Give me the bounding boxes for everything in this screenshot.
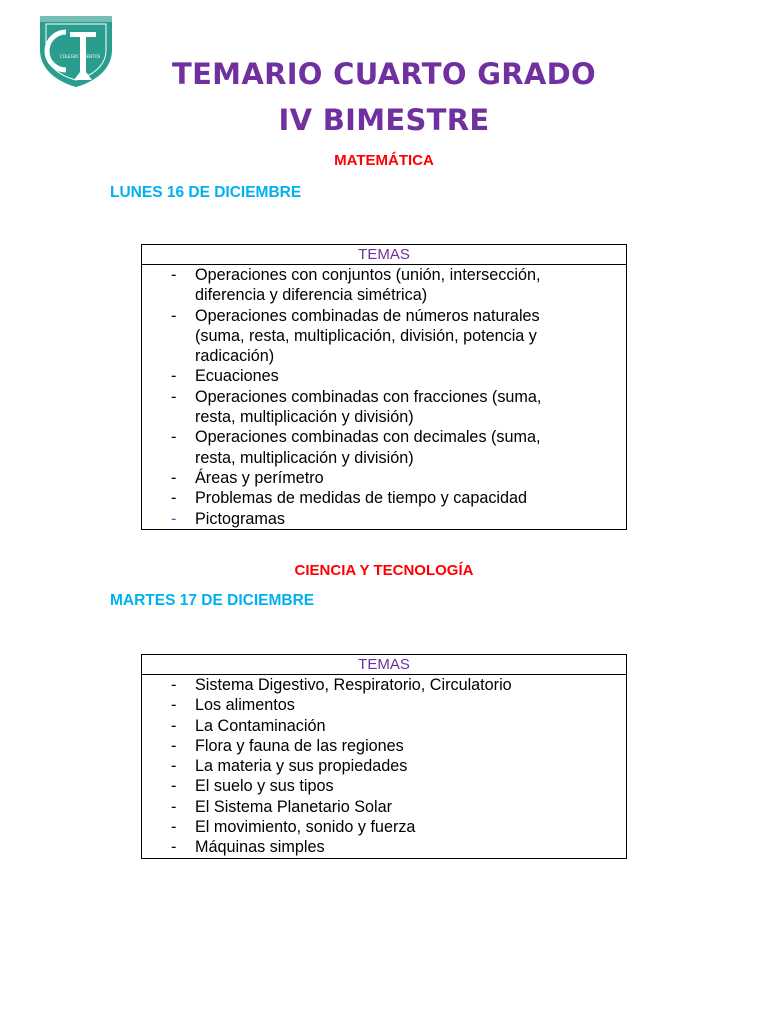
topic-item	[142, 716, 618, 736]
topic-text: diferencia y diferencia simétrica)	[195, 286, 428, 305]
topics-table-science	[141, 654, 627, 859]
topic-item	[142, 797, 618, 817]
bullet-dash: -	[171, 428, 177, 447]
topic-text: El suelo y sus tipos	[195, 777, 334, 796]
topic-text: Operaciones con conjuntos (unión, intersección,	[195, 266, 541, 284]
topic-item	[142, 776, 618, 796]
topic-text: Operaciones combinadas con fracciones (suma,	[195, 387, 542, 406]
topic-text: Máquinas simples	[195, 838, 325, 857]
topic-text: Problemas de medidas de tiempo y capacidad	[195, 489, 528, 508]
bullet-dash: -	[171, 818, 177, 837]
topic-text: El Sistema Planetario Solar	[195, 797, 393, 816]
bullet-dash: -	[171, 716, 177, 735]
topic-item	[142, 427, 618, 468]
bullet-dash: -	[171, 489, 177, 508]
topic-text: Flora y fauna de las regiones	[195, 736, 404, 755]
topic-item	[142, 756, 618, 776]
bullet-dash: -	[171, 757, 177, 776]
exam-date-math: LUNES 16 DE DICIEMBRE	[110, 184, 302, 201]
topic-text: Los alimentos	[195, 696, 295, 715]
table-header: TEMAS	[142, 245, 626, 265]
page-title: TEMARIO CUARTO GRADO	[171, 57, 596, 91]
topic-item	[142, 695, 618, 715]
bullet-dash: -	[171, 797, 177, 816]
topic-item	[142, 366, 618, 386]
topic-text: (suma, resta, multiplicación, división, potencia y	[195, 326, 537, 345]
subject-heading-math: MATEMÁTICA	[334, 152, 434, 169]
topic-text: Pictogramas	[195, 509, 285, 528]
logo-text: COLEGIO TALENTOS	[60, 54, 101, 59]
bullet-dash: -	[171, 387, 177, 406]
topics-list	[142, 675, 626, 858]
bullet-dash: -	[171, 468, 177, 487]
bullet-dash: -	[171, 676, 177, 694]
topic-item	[142, 468, 618, 488]
topic-item	[142, 488, 618, 508]
topic-text: resta, multiplicación y división)	[195, 448, 414, 467]
topic-text: La materia y sus propiedades	[195, 757, 408, 776]
bullet-dash: -	[171, 838, 177, 857]
bullet-dash: -	[171, 736, 177, 755]
topic-text: Operaciones combinadas con decimales (suma,	[195, 428, 541, 447]
topic-item	[142, 306, 618, 367]
topic-item	[142, 736, 618, 756]
topic-text: radicación)	[195, 347, 275, 366]
bullet-dash: -	[171, 777, 177, 796]
topic-text: resta, multiplicación y división)	[195, 408, 414, 427]
bullet-dash: -	[171, 509, 177, 528]
topic-text: El movimiento, sonido y fuerza	[195, 818, 416, 837]
topic-text: Ecuaciones	[195, 367, 279, 386]
topic-item	[142, 837, 618, 857]
page-subtitle: IV BIMESTRE	[278, 103, 490, 137]
subject-heading-science: CIENCIA Y TECNOLOGÍA	[294, 562, 474, 579]
bullet-dash: -	[171, 266, 177, 284]
topic-text: Áreas y perímetro	[195, 468, 324, 487]
topic-item	[142, 817, 618, 837]
bullet-dash: -	[171, 306, 177, 325]
topic-item	[142, 509, 618, 529]
topic-text: Operaciones combinadas de números naturales	[195, 306, 540, 325]
topics-table-math	[141, 244, 627, 530]
topic-text: La Contaminación	[195, 716, 326, 735]
topic-item	[142, 265, 618, 306]
table-header: TEMAS	[142, 655, 626, 675]
bullet-dash: -	[171, 367, 177, 386]
exam-date-science: MARTES 17 DE DICIEMBRE	[110, 592, 315, 609]
topic-text: Sistema Digestivo, Respiratorio, Circulatorio	[195, 676, 512, 694]
topic-item	[142, 675, 618, 695]
bullet-dash: -	[171, 696, 177, 715]
topics-list	[142, 265, 626, 529]
topic-item	[142, 387, 618, 428]
